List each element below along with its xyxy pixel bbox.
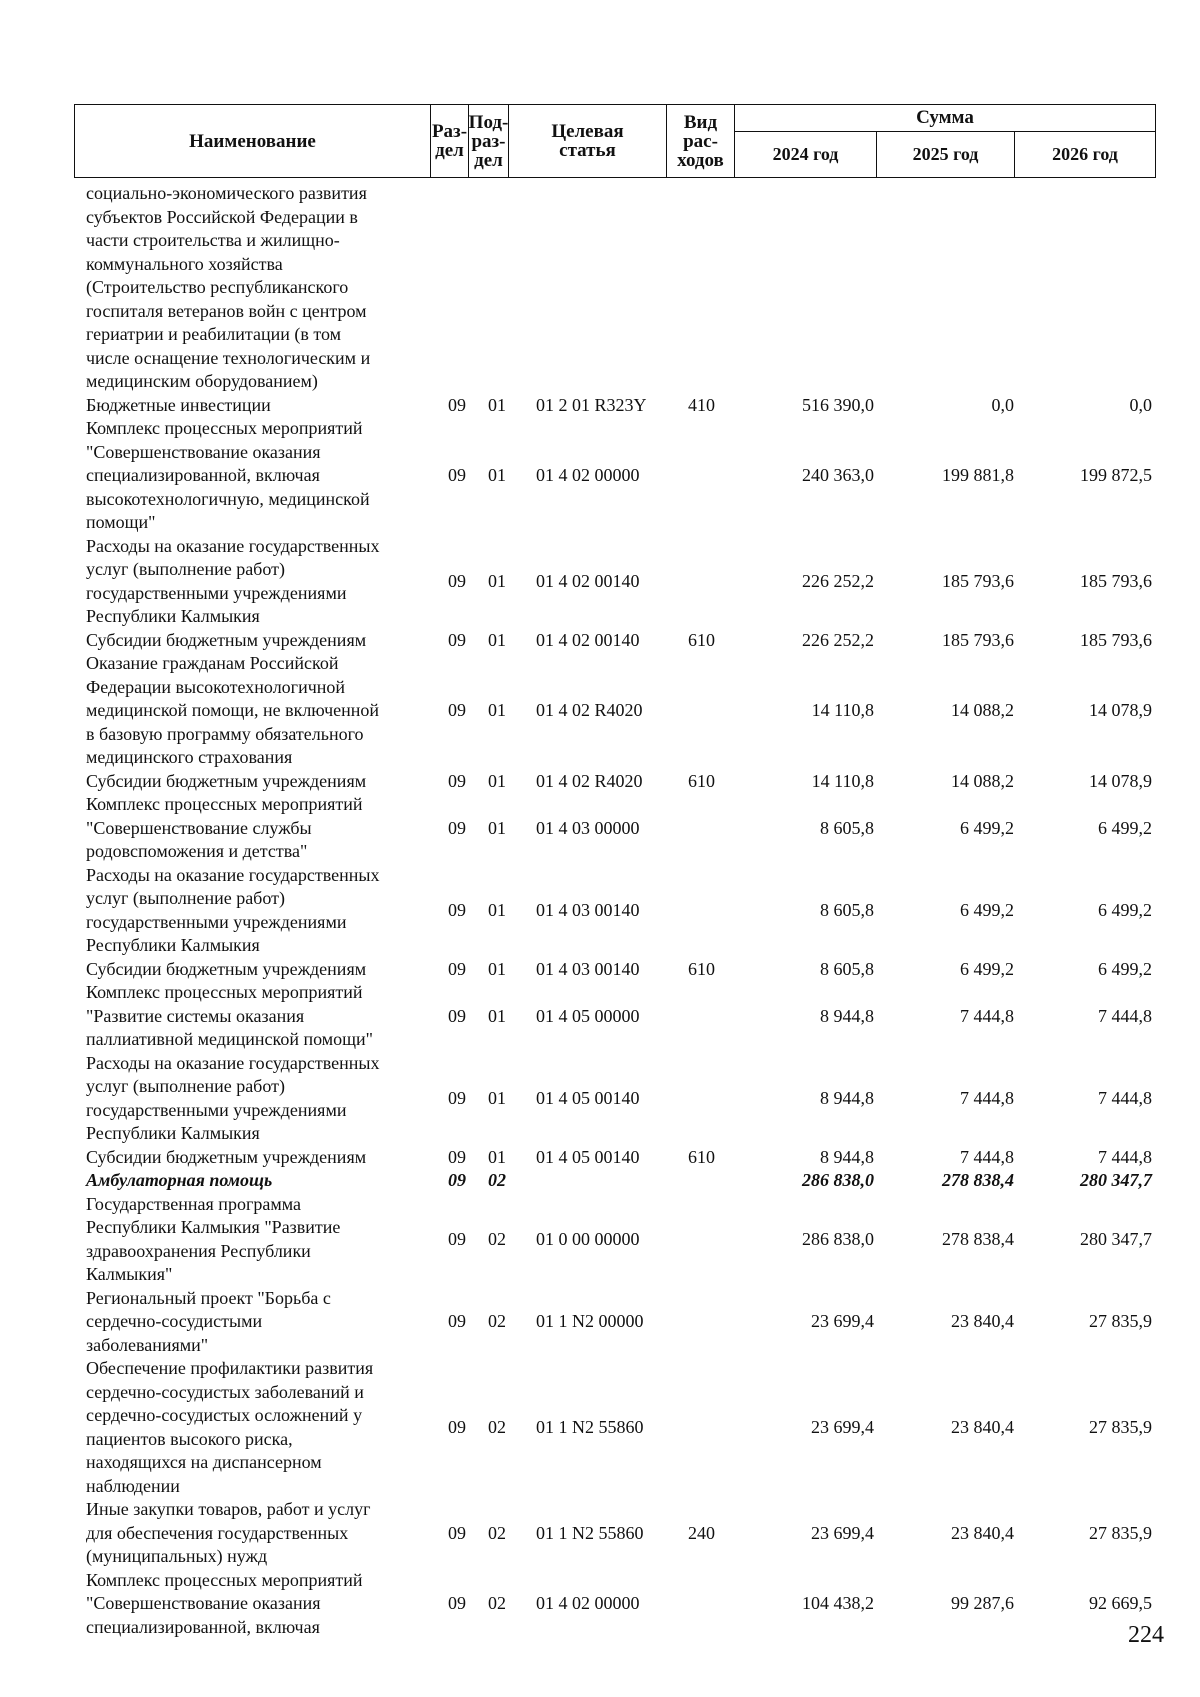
cell-y2025: 278 838,4 [942, 1228, 1014, 1249]
row-name-line: Комплекс процессных мероприятий [86, 418, 363, 438]
table-row [0, 535, 1200, 629]
table-row [0, 864, 1200, 958]
cell-podrazdel: 01 [488, 1087, 506, 1108]
cell-y2026: 27 835,9 [1089, 1416, 1152, 1437]
cell-target: 01 4 02 00140 [536, 629, 640, 650]
row-name [86, 793, 436, 864]
cell-y2026: 0,0 [1129, 394, 1152, 415]
row-name-line: гериатрии и реабилитации (в том [86, 324, 342, 344]
row-name [86, 1193, 436, 1287]
cell-podrazdel: 02 [488, 1416, 506, 1437]
cell-y2024: 23 699,4 [811, 1311, 874, 1331]
row-name-line: Обеспечение профилактики развития [86, 1358, 374, 1378]
row-name [86, 1169, 436, 1193]
cell-y2025: 199 881,8 [942, 465, 1014, 485]
row-name-line: услуг (выполнение работ) [86, 559, 285, 579]
row-name [86, 1146, 436, 1170]
row-name-line: для обеспечения государственных [86, 1522, 349, 1543]
cell-y2026: 185 793,6 [1080, 570, 1152, 591]
row-name-line: Оказание гражданам Российской [86, 653, 339, 673]
cell-podrazdel: 02 [488, 1593, 506, 1613]
header-subsection-line: Под- [468, 111, 509, 133]
cell-y2024: 104 438,2 [802, 1593, 874, 1613]
cell-y2026: 7 444,8 [1098, 1087, 1152, 1108]
row-name-line: в базовую программу обязательного [86, 723, 364, 744]
cell-razdel: 09 [448, 629, 466, 650]
cell-vid: 410 [688, 394, 715, 415]
row-name [86, 958, 436, 982]
row-name-line: Иные закупки товаров, работ и услуг [86, 1499, 371, 1519]
header-name-text: Наименование [189, 130, 316, 152]
cell-vid: 610 [688, 770, 715, 791]
cell-y2025: 6 499,2 [960, 817, 1014, 838]
table-row [0, 629, 1200, 653]
cell-y2025: 7 444,8 [960, 1146, 1014, 1167]
row-name-line: госпиталя ветеранов войн с центром [86, 300, 367, 321]
cell-razdel: 09 [448, 1170, 466, 1190]
table-header [74, 104, 1156, 178]
cell-razdel: 09 [448, 817, 466, 838]
cell-y2024: 226 252,2 [802, 570, 874, 591]
cell-vid: 610 [688, 629, 715, 650]
row-name-line: сердечно-сосудистых осложнений у [86, 1405, 363, 1425]
cell-y2024: 286 838,0 [802, 1228, 874, 1249]
cell-podrazdel: 01 [488, 700, 506, 720]
row-name-line: числе оснащение технологическим и [86, 347, 371, 368]
cell-y2024: 8 944,8 [820, 1087, 874, 1108]
row-name-line: Калмыкия" [86, 1264, 173, 1284]
cell-y2026: 14 078,9 [1089, 700, 1152, 720]
cell-y2025: 0,0 [991, 394, 1014, 415]
cell-target: 01 4 03 00140 [536, 958, 640, 979]
row-name-line: (муниципальных) нужд [86, 1546, 268, 1566]
cell-y2024: 226 252,2 [802, 629, 874, 650]
row-name-line: Субсидии бюджетным учреждениям [86, 1146, 367, 1167]
cell-y2024: 23 699,4 [811, 1416, 874, 1437]
cell-podrazdel: 02 [488, 1311, 506, 1331]
row-name-line: субъектов Российской Федерации в [86, 206, 358, 227]
row-name-line: Амбулаторная помощь [86, 1170, 273, 1190]
table-row [0, 182, 1200, 394]
cell-podrazdel: 01 [488, 570, 506, 591]
row-name [86, 417, 436, 535]
row-name [86, 1498, 436, 1569]
cell-razdel: 09 [448, 1146, 466, 1167]
row-name-line: здравоохранения Республики [86, 1240, 311, 1261]
row-name [86, 981, 436, 1052]
row-name-line: находящихся на диспансерном [86, 1452, 322, 1472]
cell-podrazdel: 01 [488, 465, 506, 485]
header-section-line: дел [435, 140, 464, 161]
cell-razdel: 09 [448, 958, 466, 979]
cell-y2024: 14 110,8 [811, 700, 874, 720]
row-name-line: Расходы на оказание государственных [86, 535, 380, 556]
cell-podrazdel: 01 [488, 770, 506, 791]
table-row [0, 793, 1200, 864]
row-name-line: "Развитие системы оказания [86, 1005, 305, 1026]
table-row [0, 417, 1200, 535]
cell-razdel: 09 [448, 1311, 466, 1331]
cell-y2025: 6 499,2 [960, 899, 1014, 920]
cell-razdel: 09 [448, 899, 466, 920]
cell-y2026: 6 499,2 [1098, 958, 1152, 979]
row-name-line: Республики Калмыкия [86, 935, 260, 955]
cell-y2024: 8 944,8 [820, 1005, 874, 1026]
row-name-line: Региональный проект "Борьба с [86, 1287, 331, 1308]
cell-target: 01 4 02 R4020 [536, 770, 643, 791]
row-name-line: "Совершенствование оказания [86, 1593, 321, 1613]
cell-podrazdel: 01 [488, 817, 506, 838]
cell-razdel: 09 [448, 770, 466, 791]
cell-y2024: 8 944,8 [820, 1146, 874, 1167]
row-name-line: высокотехнологичную, медицинской [86, 488, 370, 509]
row-name [86, 1357, 436, 1498]
row-name-line: паллиативной медицинской помощи" [86, 1029, 373, 1049]
row-name-line: специализированной, включая [86, 1616, 320, 1637]
row-name-line: Субсидии бюджетным учреждениям [86, 770, 367, 791]
header-year-2025: 2025 год [877, 131, 1015, 177]
header-subsection [469, 105, 509, 177]
row-name-line: "Совершенствование оказания [86, 441, 321, 462]
row-name-line: пациентов высокого риска, [86, 1428, 293, 1449]
row-name-line: сердечно-сосудистыми [86, 1311, 263, 1331]
cell-y2026: 7 444,8 [1098, 1146, 1152, 1167]
cell-razdel: 09 [448, 394, 466, 415]
cell-target: 01 4 05 00000 [536, 1005, 640, 1026]
cell-y2026: 280 347,7 [1080, 1170, 1152, 1190]
row-name-line: заболеваниями" [86, 1334, 209, 1355]
cell-vid: 610 [688, 958, 715, 979]
header-name [75, 105, 431, 177]
row-name-line: родовспоможения и детства" [86, 841, 308, 861]
header-year-2024: 2024 год [735, 131, 877, 177]
row-name-line: социально-экономического развития [86, 183, 367, 203]
cell-razdel: 09 [448, 570, 466, 591]
cell-y2026: 7 444,8 [1098, 1005, 1152, 1026]
cell-y2024: 8 605,8 [820, 899, 874, 920]
cell-target: 01 4 05 00140 [536, 1087, 640, 1108]
cell-target: 01 1 N2 55860 [536, 1522, 644, 1543]
cell-y2025: 185 793,6 [942, 629, 1014, 650]
row-name-line: Субсидии бюджетным учреждениям [86, 629, 367, 650]
cell-y2025: 23 840,4 [951, 1416, 1014, 1437]
row-name-line: Комплекс процессных мероприятий [86, 1569, 363, 1590]
cell-y2025: 99 287,6 [951, 1593, 1014, 1613]
cell-vid: 240 [688, 1522, 715, 1543]
cell-y2025: 7 444,8 [960, 1087, 1014, 1108]
cell-y2024: 286 838,0 [802, 1170, 874, 1190]
row-name [86, 1569, 436, 1640]
cell-y2026: 6 499,2 [1098, 899, 1152, 920]
cell-target: 01 4 02 00000 [536, 465, 640, 485]
row-name-line: Федерации высокотехнологичной [86, 676, 346, 697]
header-expense-type-line: рас- [683, 130, 718, 152]
table-row [0, 981, 1200, 1052]
cell-y2024: 8 605,8 [820, 958, 874, 979]
header-section-line: Раз- [431, 121, 468, 142]
row-name-line: Комплекс процессных мероприятий [86, 982, 363, 1002]
table-row [0, 1146, 1200, 1170]
row-name-line: коммунального хозяйства [86, 253, 283, 274]
cell-target: 01 2 01 R323Y [536, 394, 647, 415]
row-name-line: услуг (выполнение работ) [86, 888, 285, 908]
header-expense-type [667, 105, 735, 177]
cell-razdel: 09 [448, 1087, 466, 1108]
cell-target: 01 4 03 00000 [536, 817, 640, 838]
cell-y2026: 27 835,9 [1089, 1311, 1152, 1331]
header-target-line: статья [559, 140, 616, 161]
cell-y2024: 516 390,0 [802, 394, 874, 415]
cell-target: 01 4 02 00140 [536, 570, 640, 591]
page-number: 224 [1128, 1622, 1164, 1648]
row-name [86, 535, 436, 629]
cell-y2026: 6 499,2 [1098, 817, 1152, 838]
table-row [0, 1498, 1200, 1569]
row-name-line: наблюдении [86, 1475, 180, 1496]
row-name-line: Бюджетные инвестиции [86, 394, 271, 415]
table-row [0, 1287, 1200, 1358]
cell-podrazdel: 01 [488, 958, 506, 979]
header-section [431, 105, 469, 177]
table-row [0, 1569, 1200, 1640]
row-name-line: услуг (выполнение работ) [86, 1076, 285, 1096]
cell-podrazdel: 01 [488, 1146, 506, 1167]
row-name-line: сердечно-сосудистых заболеваний и [86, 1381, 364, 1402]
row-name-line: Республики Калмыкия [86, 1123, 260, 1143]
table-row [0, 652, 1200, 770]
row-name-line: медицинского страхования [86, 747, 293, 767]
cell-y2026: 27 835,9 [1089, 1522, 1152, 1543]
row-name [86, 652, 436, 770]
cell-y2026: 185 793,6 [1080, 629, 1152, 650]
cell-vid: 610 [688, 1146, 715, 1167]
cell-target: 01 1 N2 55860 [536, 1416, 644, 1437]
row-name-line: Государственная программа [86, 1193, 301, 1214]
cell-y2024: 8 605,8 [820, 817, 874, 838]
row-name-line: Республики Калмыкия [86, 606, 260, 626]
row-name [86, 770, 436, 794]
cell-podrazdel: 01 [488, 1005, 506, 1026]
cell-target: 01 1 N2 00000 [536, 1311, 644, 1331]
cell-podrazdel: 01 [488, 394, 506, 415]
cell-razdel: 09 [448, 1522, 466, 1543]
cell-y2026: 14 078,9 [1089, 770, 1152, 791]
cell-target: 01 0 00 00000 [536, 1228, 640, 1249]
cell-podrazdel: 02 [488, 1170, 506, 1190]
row-name [86, 1287, 436, 1358]
cell-razdel: 09 [448, 465, 466, 485]
cell-y2025: 278 838,4 [942, 1170, 1014, 1190]
cell-y2025: 185 793,6 [942, 570, 1014, 591]
cell-razdel: 09 [448, 700, 466, 720]
cell-podrazdel: 01 [488, 899, 506, 920]
cell-y2025: 23 840,4 [951, 1311, 1014, 1331]
row-name-line: Расходы на оказание государственных [86, 864, 380, 885]
cell-razdel: 09 [448, 1005, 466, 1026]
table-row [0, 1357, 1200, 1498]
row-name-line: государственными учреждениями [86, 582, 347, 603]
row-name [86, 1052, 436, 1146]
row-name-line: Субсидии бюджетным учреждениям [86, 958, 367, 979]
header-subsection-line: дел [474, 149, 503, 171]
row-name-line: государственными учреждениями [86, 911, 347, 932]
row-name-line: (Строительство республиканского [86, 277, 349, 297]
row-name-line: медицинским оборудованием) [86, 371, 318, 391]
cell-y2024: 240 363,0 [802, 465, 874, 485]
cell-y2026: 92 669,5 [1089, 1593, 1152, 1613]
cell-y2026: 280 347,7 [1080, 1228, 1152, 1249]
cell-target: 01 4 02 R4020 [536, 700, 643, 720]
table-row [0, 958, 1200, 982]
cell-target: 01 4 02 00000 [536, 1593, 640, 1613]
cell-y2026: 199 872,5 [1080, 465, 1152, 485]
cell-podrazdel: 02 [488, 1228, 506, 1249]
row-name-line: помощи" [86, 512, 156, 532]
row-name-line: медицинской помощи, не включенной [86, 700, 380, 720]
cell-y2024: 14 110,8 [811, 770, 874, 791]
table-row [0, 1052, 1200, 1146]
header-sum: Сумма [735, 105, 1155, 132]
cell-podrazdel: 02 [488, 1522, 506, 1543]
row-name-line: Расходы на оказание государственных [86, 1052, 380, 1073]
row-name-line: части строительства и жилищно- [86, 230, 340, 250]
row-name-line: Комплекс процессных мероприятий [86, 794, 363, 814]
row-name-line: специализированной, включая [86, 465, 320, 485]
row-name [86, 864, 436, 958]
header-expense-type-line: Вид [683, 111, 718, 133]
row-name-line: "Совершенствование службы [86, 817, 312, 838]
header-target [509, 105, 667, 177]
header-target-line: Целевая [551, 121, 624, 142]
table-row [0, 1193, 1200, 1287]
row-name-line: государственными учреждениями [86, 1099, 347, 1120]
header-year-2026: 2026 год [1052, 143, 1118, 164]
cell-y2025: 7 444,8 [960, 1005, 1014, 1026]
cell-y2025: 14 088,2 [951, 770, 1014, 791]
row-name [86, 182, 436, 394]
cell-razdel: 09 [448, 1228, 466, 1249]
table-row [0, 770, 1200, 794]
row-name [86, 629, 436, 653]
header-subsection-line: раз- [471, 130, 506, 152]
cell-razdel: 09 [448, 1593, 466, 1613]
cell-y2024: 23 699,4 [811, 1522, 874, 1543]
table-row [0, 394, 1200, 418]
cell-target: 01 4 03 00140 [536, 899, 640, 920]
cell-target: 01 4 05 00140 [536, 1146, 640, 1167]
row-name-line: Республики Калмыкия "Развитие [86, 1217, 341, 1237]
cell-razdel: 09 [448, 1416, 466, 1437]
cell-y2025: 6 499,2 [960, 958, 1014, 979]
cell-y2025: 23 840,4 [951, 1522, 1014, 1543]
header-expense-type-line: ходов [677, 149, 724, 171]
cell-podrazdel: 01 [488, 629, 506, 650]
row-name [86, 394, 436, 418]
cell-y2025: 14 088,2 [951, 700, 1014, 720]
table-row [0, 1169, 1200, 1193]
